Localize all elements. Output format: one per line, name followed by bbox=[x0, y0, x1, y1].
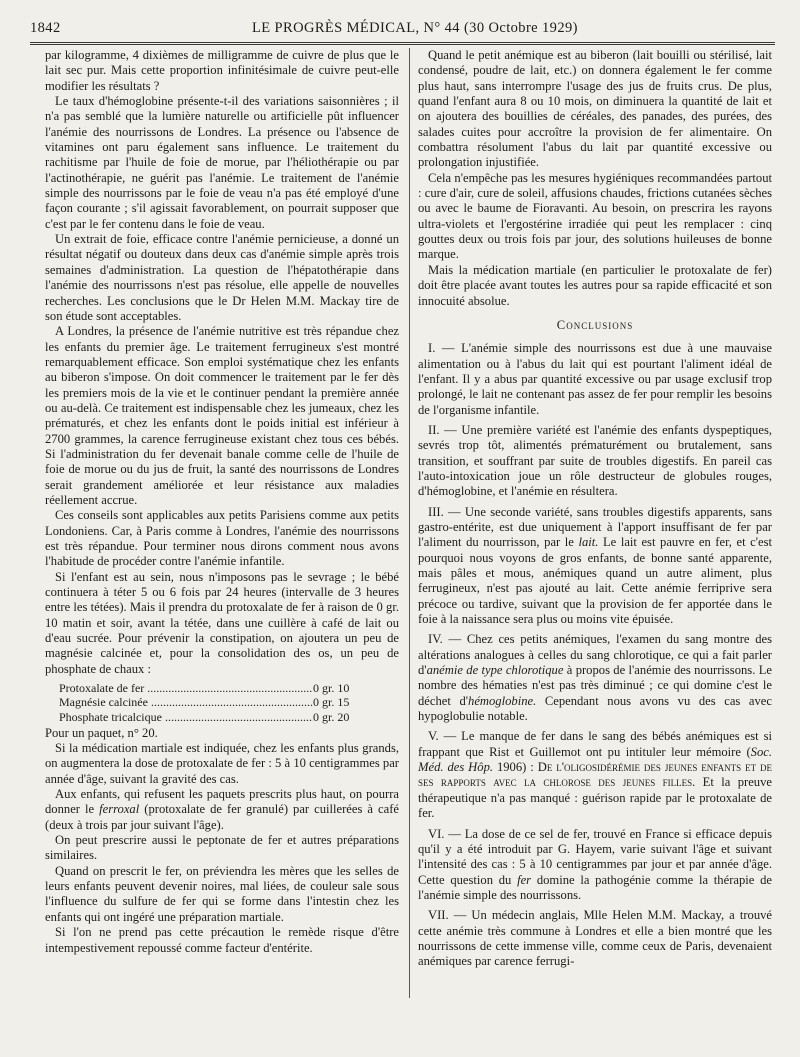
ingredient-dose: 0 gr. 20 bbox=[313, 709, 350, 724]
paragraph: Un extrait de foie, efficace contre l'anémie pernicieuse, a donné un résultat négatif ou douteux dans deux cas d'anémie simple après trois semaines d'administration. La question de l'hépatothérapie dans l'anémie des nourrissons n'est pas résolue, elle appelle de nouvelles recherches. Les conclusions que le Dr Helen M.M. Mackay tire de son étude sont acceptables. bbox=[45, 232, 399, 323]
running-header bbox=[30, 20, 774, 40]
italic-text: fer bbox=[517, 872, 532, 887]
paragraph: Si la médication martiale est indiquée, chez les enfants plus grands, on augmentera la dose de protoxalate de fer : 5 à 10 centigrammes par année d'âge, suivant la gravité des cas. bbox=[45, 741, 399, 786]
paragraph: Le taux d'hémoglobine présente-t-il des variations saisonnières ; il n'a pas semblé que la lumière naturelle ou artificielle pût influencer l'anémie des nourrissons de Londres. La présence ou l'absence de vitamines ont paru également sans influence. Le traitement du rachitisme par l'huile de foie de morue, par l'héliothérapie ou par l'actinothérapie, ne guérit pas l'anémie. Le traitement de l'anémie simple des nourrissons par le foie de veau n'a pas été employé d'une façon courante ; s'il agissait favorablement, on pourrait supposer que c'est par le fer contenu dans le foie de veau. bbox=[45, 94, 399, 231]
italic-text: Soc. Méd. des Hôp. bbox=[418, 744, 772, 775]
text-run: 1906) : bbox=[493, 760, 538, 775]
conclusion-item bbox=[418, 505, 772, 628]
paragraph: Si l'on ne prend pas cette précaution le remède risque d'être intempestivement repoussé comme facteur d'entérite. bbox=[45, 925, 399, 955]
ingredient-name: Phosphate tricalcique ..... bbox=[59, 710, 313, 724]
conclusion-item bbox=[418, 632, 772, 724]
paragraph: On peut prescrire aussi le peptonate de fer et autres préparations similaires. bbox=[45, 833, 399, 863]
text-run: IV. — Chez ces petits anémiques, l'examen du sang montre des altérations analogues à celles du sang chlorotique, ce qui a fait parler d' bbox=[418, 632, 772, 678]
prescription-table bbox=[59, 681, 399, 724]
column-divider bbox=[409, 48, 410, 998]
ingredient-name: Protoxalate de fer ..... bbox=[59, 681, 313, 695]
text-run: VI. — La dose de ce sel de fer, trouvé en France si efficace depuis qu'il y a été introduit par G. Hayem, varie suivant l'âge et suivant l'intensité des cas : 5 à 10 centigrammes par jour et par année d'âge. Cette question du bbox=[418, 826, 772, 887]
journal-title: LE PROGRÈS MÉDICAL, N° 44 (30 Octobre 1929) bbox=[252, 20, 578, 36]
prescription-row bbox=[59, 710, 399, 724]
header-rule bbox=[30, 42, 775, 45]
section-heading: Conclusions bbox=[556, 317, 634, 332]
prescription-row bbox=[59, 695, 399, 709]
page-number: 1842 bbox=[30, 20, 61, 36]
paragraph bbox=[45, 787, 399, 833]
text-run: (protoxalate de fer granulé) par cuillerées à café (deux à trois par jour suivant l'âge). bbox=[45, 802, 400, 832]
prescription-row bbox=[59, 681, 399, 695]
conclusion-item bbox=[418, 827, 772, 904]
paragraph: par kilogramme, 4 dixièmes de milligramme de cuivre de plus que le lait sec pur. Mais cette proportion infinitésimale de cuivre peut-elle modifier les résultats ? bbox=[45, 48, 399, 93]
paragraph: Si l'enfant est au sein, nous n'imposons pas le sevrage ; le bébé continuera à téter 5 ou 6 fois par 24 heures (intervalle de 3 heures entre les tétées). Mais il prendra du protoxalate de fer à raison de 0 gr. 10 matin et soir, avant la tétée, dans une cuillère à café de lait ou d'eau sucrée. Pour prévenir la constipation, on ajoutera un peu de magnésie calcinée et, pour la consolidation des os, un peu de phosphate de chaux : bbox=[45, 569, 399, 676]
text-run: à propos de l'anémie des nourrissons. Le nombre des hématies n'est pas très diminué ; ce qui domine c'est le déchet d' bbox=[418, 663, 772, 708]
paragraph: A Londres, la présence de l'anémie nutritive est très répandue chez les enfants du premier âge. Le traitement ferrugineux s'est montré remarquablement efficace. Son emploi systématique chez les enfants au biberon s'impose. On doit commencer le traitement par le fer dès les premiers mois de la vie et le continuer pendant la première année ou au-delà. Ce traitement est indispensable chez les jumeaux, chez les prématurés, et chez les enfants dont le poids initial est inférieur à 2700 grammes, la carence ferrugineuse existant chez tous ces bébés. Si l'administration du fer devenait banale comme celle de l'huile de foie de morue ou du jus de fruit, la santé des nourrissons de Londres serait grandement améliorée et leur résistance aux maladies réellement accrue. bbox=[45, 324, 399, 507]
italic-text: hémoglobine. bbox=[468, 693, 537, 708]
text-run: V. — Le manque de fer dans le sang des bébés anémiques est si frappant que Rist et Guillemot ont pu intituler leur mémoire ( bbox=[418, 729, 772, 759]
italic-text: lait. bbox=[578, 535, 599, 550]
text-run: Aux enfants, qui refusent les paquets prescrits plus haut, on pourra donner le bbox=[45, 787, 399, 817]
italic-text: ferroxal bbox=[99, 802, 140, 817]
left-column bbox=[45, 48, 399, 956]
text-run: Et la preuve thérapeutique n'a pas manqué : guérison rapide par le protoxalate de fer. bbox=[418, 775, 772, 821]
ingredient-dose: 0 gr. 10 bbox=[313, 681, 350, 696]
conclusion-item: VII. — Un médecin anglais, Mlle Helen M.M. Mackay, a trouvé cette anémie très commune à Londres et elle a bien montré que les nourrissons de cette immense ville, comme ceux de Paris, devenaient anémiques par carence ferrugi- bbox=[418, 908, 772, 969]
packet-note: Pour un paquet, n° 20. bbox=[45, 725, 158, 740]
right-column bbox=[418, 48, 772, 970]
text-run: Cependant nous avons vu des cas avec hypoglobulie notable. bbox=[418, 693, 772, 724]
conclusion-item bbox=[418, 729, 772, 821]
text-run: III. — Une seconde variété, sans troubles digestifs apparents, sans gastro-entérite, est due uniquement à l'apport insuffisant de fer par l'aliment du nourrisson, par le bbox=[418, 504, 772, 550]
conclusion-item: I. — L'anémie simple des nourrissons est due à une mauvaise alimentation ou à l'abus du lait qui est pourtant l'aliment idéal de l'enfant. Il y a abus par quantité excessive ou par usage exclusif trop prolongé, le lait ne contenant pas assez de fer pour remplir les besoins de l'organisme infantile. bbox=[418, 341, 772, 417]
text-run: domine la pathogénie comme la thérapie de l'anémie simple des nourrissons. bbox=[418, 872, 772, 902]
paragraph: Cela n'empêche pas les mesures hygiéniques recommandées partout : cure d'air, cure de soleil, affusions chaudes, frictions cutanées sèches ou avec le baume de Fioravanti. Au besoin, on prescrira les rayons ultra-violets et l'ergostérine irradiée qui peut les remplacer : cinq gouttes deux ou trois fois par jour, des solutions huileuses de bonne marque. bbox=[418, 170, 772, 262]
paragraph: Ces conseils sont applicables aux petits Parisiens comme aux petits Londoniens. Car, à Paris comme à Londres, l'anémie des nourrissons est très répandue. Pour terminer nous dirons comment nous avons l'habitude de procéder contre l'anémie infantile. bbox=[45, 508, 399, 569]
text-run: Le lait est pauvre en fer, et c'est pourquoi nous voyons de gros enfants, de bonne santé apparente, mais pâles et mous, anémiques quand un autre aliment, plus ferrugineux, n'est pas ajouté au lait. Cette anémie ferriprive sera précoce ou tardive, suivant que la provision de fer apportée dans le foie à la naissance sera plus ou moins vite épuisée. bbox=[418, 535, 772, 627]
ingredient-dose: 0 gr. 15 bbox=[313, 695, 350, 710]
paragraph: Quand le petit anémique est au biberon (lait bouilli ou stérilisé, lait condensé, poudre de lait, etc.) on donnera également le fer comme plus haut, sans interrompre l'usage des jus de fruits crus. De plus, quand l'enfant aura 8 ou 10 mois, on diminuera la quantité de lait et on ajoutera des bouillies de céréales, des panades, des purées, des salades cuites pour accroître la provision de fer alimentaire. On combattra résolument l'abus du lait par quantité excessive ou prolongation injustifiée. bbox=[418, 48, 772, 170]
conclusion-item: II. — Une première variété est l'anémie des enfants dyspeptiques, sevrés trop tôt, alimentés prématurément ou brutalement, sans transition, et souffrant par suite de troubles digestifs. En pareil cas l'auto-intoxication joue un rôle destructeur de globules rouges, d'hémoglobine, et l'anémie en résultera. bbox=[418, 422, 772, 499]
small-caps-title: De l'oligosidérémie des jeunes enfants et de ses rapports avec la chlorose des jeunes filles. bbox=[418, 760, 773, 790]
ingredient-name: Magnésie calcinée ..... bbox=[59, 695, 313, 709]
paragraph: Mais la médication martiale (en particulier le protoxalate de fer) doit être placée avant toutes les autres pour sa rapide efficacité et son innocuité absolue. bbox=[418, 262, 772, 308]
paragraph: Quand on prescrit le fer, on préviendra les mères que les selles de leurs enfants peuvent devenir noires, mal liées, de couleur sale sous l'influence du sulfure de fer qui se forme dans l'intestin chez les enfants qui ont ingéré une préparation martiale. bbox=[45, 863, 399, 924]
italic-text: anémie de type chlorotique bbox=[426, 663, 564, 678]
